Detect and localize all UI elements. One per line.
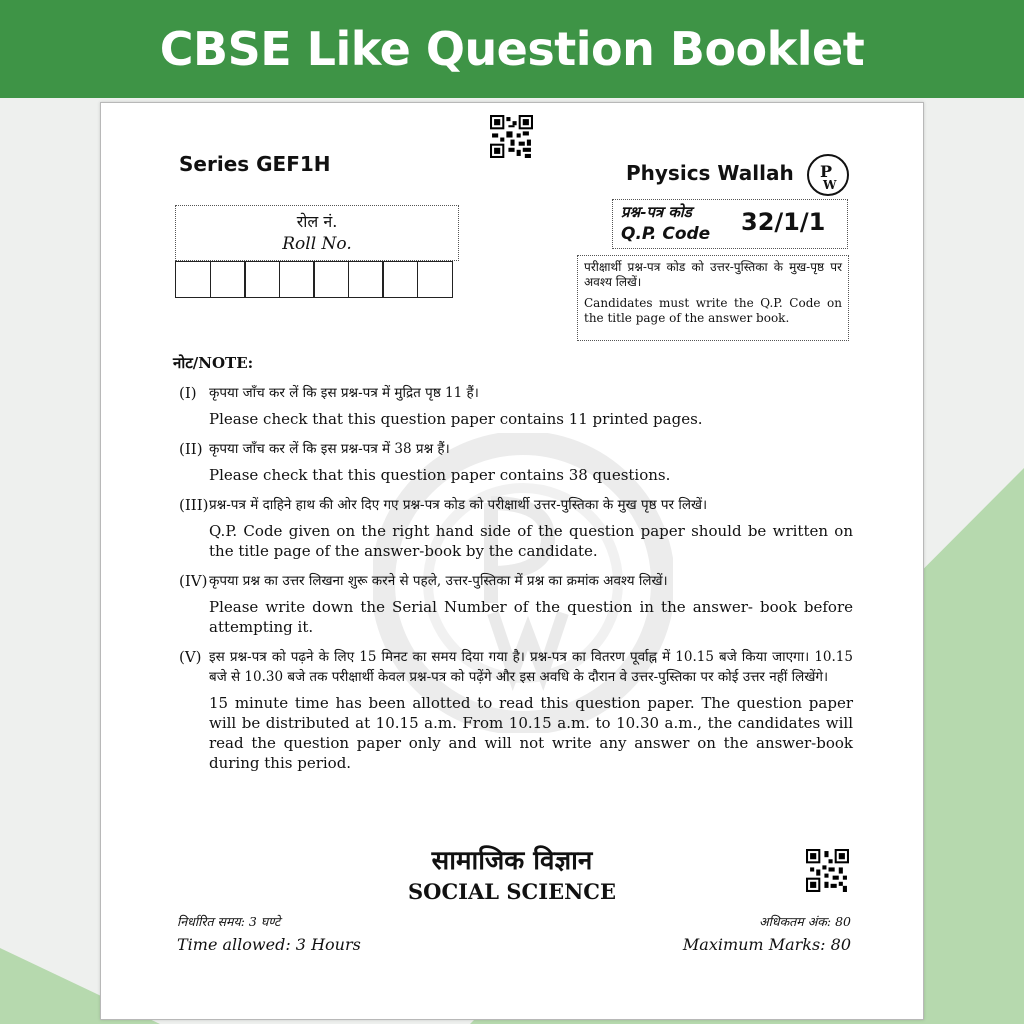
roll-cell[interactable] xyxy=(313,261,349,298)
series-label: Series GEF1H xyxy=(179,152,331,176)
qp-code-box xyxy=(612,199,848,249)
note-english: 15 minute time has been allotted to read this question paper. The question paper will be distributed at 10.15 a.m. From 10.15 a.m. to 10.30 a.m., the candidates will read the question paper only and will not write any answer on the answer-book during this period. xyxy=(209,694,853,772)
candidate-note-hindi: परीक्षार्थी प्रश्न-पत्र कोड को उत्तर-पुस्तिका के मुख-पृष्ठ पर अवश्य लिखें। xyxy=(584,260,842,289)
candidate-instruction-box xyxy=(577,255,849,341)
note-number: (IV) xyxy=(179,572,208,590)
subject-title-english: SOCIAL SCIENCE xyxy=(408,879,616,904)
roll-label-english: Roll No. xyxy=(282,234,352,254)
roll-cell[interactable] xyxy=(417,261,453,298)
roll-cell[interactable] xyxy=(244,261,280,298)
qp-label-hindi: प्रश्न-पत्र कोड xyxy=(621,203,692,221)
svg-text:P: P xyxy=(820,162,833,181)
maximum-marks-english: Maximum Marks: 80 xyxy=(682,935,851,954)
note-number: (II) xyxy=(179,440,203,458)
note-item xyxy=(173,647,853,773)
notes-list xyxy=(173,383,853,783)
svg-text:W: W xyxy=(823,178,837,192)
qp-label-english: Q.P. Code xyxy=(621,224,711,244)
roll-number-box xyxy=(175,205,459,261)
note-hindi: कृपया प्रश्न का उत्तर लिखना शुरू करने से पहले, उत्तर-पुस्तिका में प्रश्न का क्रमांक अवश्य लिखें। xyxy=(209,573,668,589)
banner xyxy=(0,0,1024,98)
note-english: Q.P. Code given on the right hand side of the question paper should be written on the title page of the answer-book by the candidate. xyxy=(209,522,853,560)
qr-code-top xyxy=(490,115,533,158)
time-allowed-hindi: निर्धारित समय: 3 घण्टे xyxy=(177,914,281,929)
note-item xyxy=(173,571,853,637)
brand-name: Physics Wallah xyxy=(626,161,794,185)
banner-title: CBSE Like Question Booklet xyxy=(159,22,865,76)
candidate-note-english: Candidates must write the Q.P. Code on the title page of the answer book. xyxy=(584,296,842,325)
note-english: Please check that this question paper contains 38 questions. xyxy=(209,466,671,484)
qp-code-value: 32/1/1 xyxy=(741,208,826,236)
note-hindi: कृपया जाँच कर लें कि इस प्रश्न-पत्र में 38 प्रश्न हैं। xyxy=(209,441,450,457)
note-item xyxy=(173,439,853,485)
maximum-marks-hindi: अधिकतम अंक: 80 xyxy=(759,914,851,929)
note-number: (I) xyxy=(179,384,197,402)
roll-cell[interactable] xyxy=(348,261,384,298)
roll-label-hindi: रोल नं. xyxy=(296,212,338,231)
note-hindi: कृपया जाँच कर लें कि इस प्रश्न-पत्र में मुद्रित पृष्ठ 11 हैं। xyxy=(209,385,479,401)
roll-cell[interactable] xyxy=(382,261,418,298)
roll-cell[interactable] xyxy=(210,261,246,298)
note-hindi: प्रश्न-पत्र में दाहिने हाथ की ओर दिए गए प्रश्न-पत्र कोड को परीक्षार्थी उत्तर-पुस्तिका के मुख पृष्ठ पर लिखें। xyxy=(209,497,708,513)
pw-logo-icon xyxy=(807,154,849,196)
subject-title-hindi: सामाजिक विज्ञान xyxy=(431,846,593,876)
note-hindi: इस प्रश्न-पत्र को पढ़ने के लिए 15 मिनट का समय दिया गया है। प्रश्न-पत्र का वितरण पूर्वाह्न में 10.15 बजे किया जाएगा। 10.15 बजे से 10.30 बजे तक परीक्षार्थी केवल प्रश्न-पत्र को पढ़ेंगे और इस अवधि के दौरान वे उत्तर-पुस्तिका पर कोई उत्तर नहीं लिखेंगे। xyxy=(209,649,853,685)
roll-cell[interactable] xyxy=(279,261,315,298)
note-item xyxy=(173,383,853,429)
qr-code-bottom xyxy=(806,849,849,892)
note-number: (V) xyxy=(179,648,202,666)
question-booklet-page xyxy=(100,102,924,1020)
note-heading: नोट/NOTE: xyxy=(173,354,254,372)
time-allowed-english: Time allowed: 3 Hours xyxy=(177,935,361,954)
note-number: (III) xyxy=(179,496,209,514)
roll-cell[interactable] xyxy=(175,261,211,298)
note-english: Please check that this question paper contains 11 printed pages. xyxy=(209,410,703,428)
roll-number-cells[interactable] xyxy=(175,261,451,298)
note-item xyxy=(173,495,853,561)
note-english: Please write down the Serial Number of the question in the answer- book before attempting it. xyxy=(209,598,853,636)
